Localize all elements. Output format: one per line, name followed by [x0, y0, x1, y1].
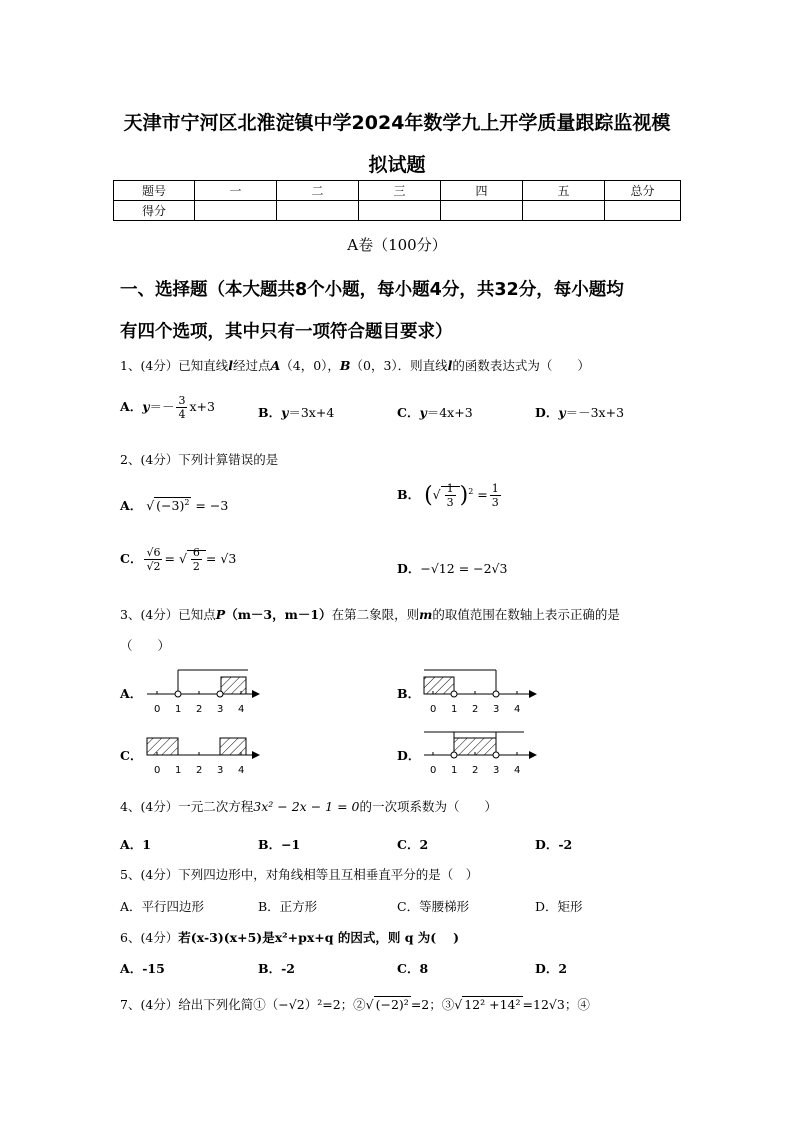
tick-label: 1: [175, 765, 182, 776]
q5-option-c[interactable]: C．等腰梯形: [397, 899, 470, 914]
question-3: 3、(4分）已知点P（m－3，m－1）在第二象限，则m的取值范围在数轴上表示正确的是: [120, 607, 620, 622]
q4-option-a[interactable]: A．1: [120, 837, 151, 852]
question-5: 5、(4分）下列四边形中，对角线相等且互相垂直平分的是（ ）: [120, 867, 479, 882]
tick-label: 3: [217, 765, 224, 776]
page-title-cont: 拟试题: [368, 154, 426, 176]
q3-option-d[interactable]: D．: [397, 748, 421, 763]
q2-option-d[interactable]: D．−√12 = −2√3: [397, 561, 508, 576]
q3-option-a[interactable]: A．: [120, 686, 143, 701]
question-4: 4、(4分）一元二次方程3x² − 2x − 1 = 0的一次项系数为（ ）: [120, 799, 497, 814]
q3-option-b[interactable]: B．: [397, 686, 421, 701]
tick-label: 4: [238, 765, 245, 776]
tick-label: 3: [493, 704, 500, 715]
q2-option-a[interactable]: A． √ $(-3)^2 = -3$: [120, 497, 229, 513]
q4-option-d[interactable]: D．-2: [535, 837, 573, 852]
number-line-c[interactable]: [147, 738, 258, 776]
tick-label: 1: [451, 765, 458, 776]
table-cell: 得分: [114, 201, 195, 221]
q1-option-d[interactable]: D．y＝－3x+3: [535, 405, 625, 420]
q5-option-d[interactable]: D．矩形: [535, 899, 583, 914]
q3-option-c[interactable]: C．: [120, 748, 143, 763]
table-cell: 题号: [114, 181, 195, 201]
question-2: 2、(4分）下列计算错误的是: [120, 452, 279, 467]
question-6: 6、(4分）若(x-3)(x+5)是x²+px+q 的因式，则 q 为( ): [120, 930, 459, 945]
question-7: 7、(4分）给出下列化简①（−√2）²=2；②√ (−2)² =2；③√ 12² +14² =12√3；④: [120, 997, 590, 1012]
table-cell: 四: [441, 181, 523, 201]
q5-option-a[interactable]: A．平行四边形: [120, 899, 205, 914]
table-cell: 总分: [605, 181, 681, 201]
q1-option-b[interactable]: B．y＝3x+4: [258, 405, 335, 420]
q6-option-d[interactable]: D．2: [535, 961, 568, 976]
tick-label: 4: [514, 704, 521, 715]
table-cell: 三: [359, 181, 441, 201]
q5-option-b[interactable]: B．正方形: [258, 899, 318, 914]
q2-option-b[interactable]: B． (√ $\frac{1}{3}$ )$^2$ = $\frac{1}{3}$: [397, 482, 499, 509]
page-title: 天津市宁河区北淮淀镇中学2024年数学九上开学质量跟踪监视模: [123, 112, 671, 134]
paper-a-heading: A卷（100分）: [347, 236, 447, 254]
q4-option-c[interactable]: C．2: [397, 837, 429, 852]
q2-option-c[interactable]: C． $\frac{√6}{√2}$ = √ $\frac{6}{2}$ = √3: [120, 546, 237, 573]
question-1: 1、(4分）已知直线l经过点A（4，0），B（0，3）．则直线l的函数表达式为（ ）: [120, 358, 590, 373]
tick-label: 0: [430, 704, 437, 715]
tick-label: 0: [430, 765, 437, 776]
tick-label: 4: [238, 704, 245, 715]
number-line-d[interactable]: [424, 732, 535, 776]
table-cell: 一: [195, 181, 277, 201]
tick-label: 2: [196, 765, 203, 776]
tick-label: 2: [472, 704, 479, 715]
section-heading-cont: 有四个选项，其中只有一项符合题目要求）: [120, 322, 453, 342]
table-cell: 五: [523, 181, 605, 201]
tick-label: 4: [514, 765, 521, 776]
tick-label: 1: [175, 704, 182, 715]
section-heading: 一、选择题（本大题共8个小题，每小题4分，共32分，每小题均: [120, 280, 624, 300]
table-cell: 二: [277, 181, 359, 201]
q6-option-c[interactable]: C．8: [397, 961, 429, 976]
question-3-paren: （ ）: [120, 638, 171, 653]
q6-option-a[interactable]: A．-15: [120, 961, 165, 976]
tick-label: 2: [196, 704, 203, 715]
q6-option-b[interactable]: B．-2: [258, 961, 295, 976]
tick-label: 0: [154, 704, 161, 715]
tick-label: 1: [451, 704, 458, 715]
tick-label: 2: [472, 765, 479, 776]
tick-label: 3: [217, 704, 224, 715]
number-line-a[interactable]: [147, 670, 258, 715]
q4-option-b[interactable]: B．−1: [258, 837, 301, 852]
q1-option-c[interactable]: C．y＝4x+3: [397, 405, 473, 420]
tick-label: 0: [154, 765, 161, 776]
q1-option-a[interactable]: A．y＝－ $\frac{3}{4}$ x+3: [120, 394, 215, 421]
tick-label: 3: [493, 765, 500, 776]
number-line-b[interactable]: [424, 670, 535, 715]
